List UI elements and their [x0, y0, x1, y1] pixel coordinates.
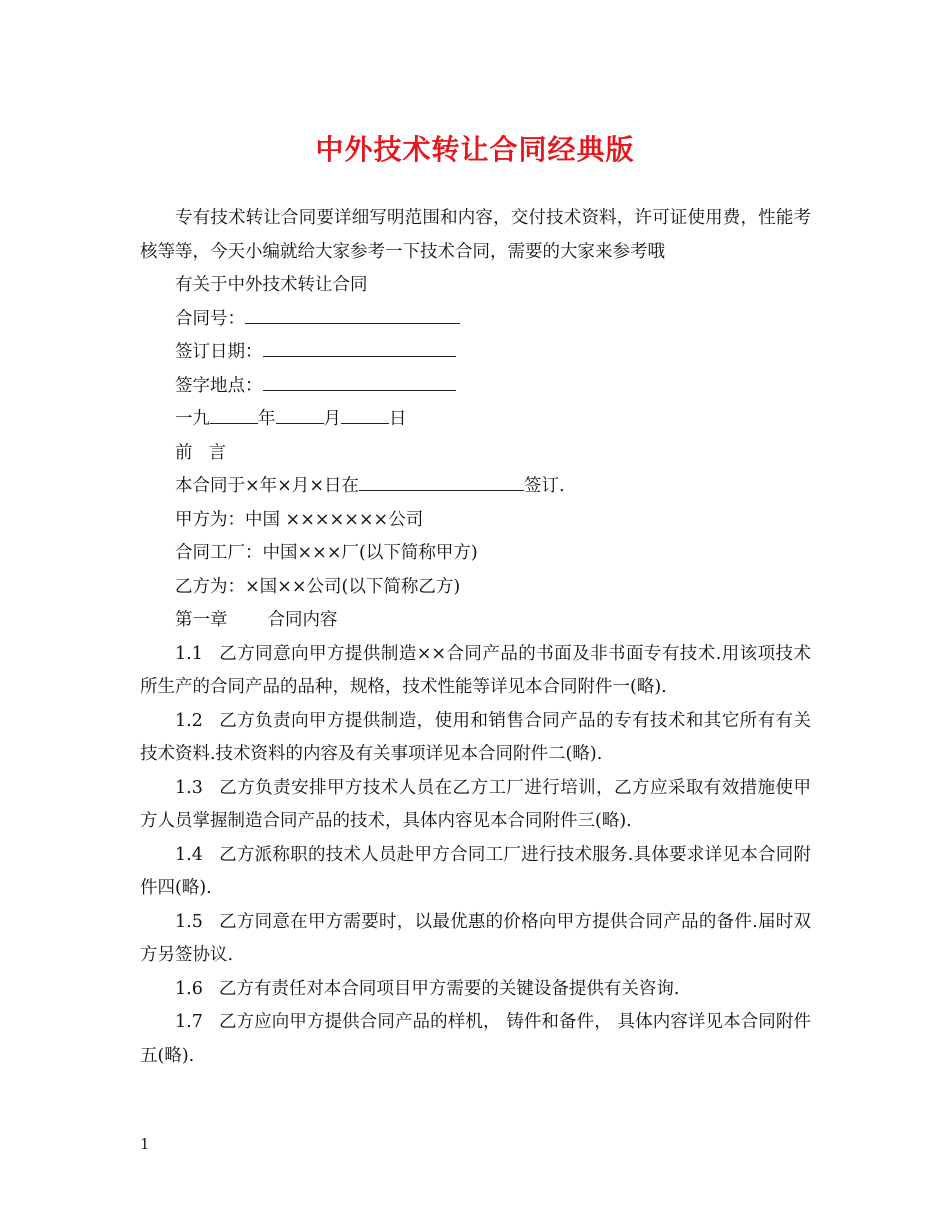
clause-text: 乙方有责任对本合同项目甲方需要的关键设备提供有关咨询.: [218, 978, 680, 999]
sign-date-label: 签订日期：: [175, 342, 263, 362]
year-blank: [210, 405, 258, 424]
date-prefix: 一九: [175, 409, 210, 429]
clause-text: 乙方派称职的技术人员赴甲方合同工厂进行技术服务.具体要求详见本合同附件四(略).: [140, 844, 811, 898]
chapter-number: 第一章: [175, 610, 228, 630]
signed-at-line: [140, 470, 811, 504]
clause-number: 1.6: [175, 978, 203, 999]
page-number: 1: [140, 1135, 150, 1153]
sign-place-blank: [263, 372, 456, 391]
factory-line: 合同工厂：中国×××厂(以下简称甲方): [175, 543, 478, 563]
clause-text: 乙方负责向甲方提供制造，使用和销售合同产品的专有技术和其它所有有关技术资料.技术资料的内容及有关事项详见本合同附件二(略).: [140, 710, 811, 764]
party-b-line: 乙方为：×国××公司(以下简称乙方): [175, 576, 461, 597]
clause-number: 1.1: [175, 643, 203, 664]
clause-number: 1.2: [175, 710, 203, 731]
day-blank: [341, 405, 389, 424]
chapter-heading: [140, 604, 811, 638]
intro-paragraph: 专有技术转让合同要详细写明范围和内容，交付技术资料，许可证使用费，性能考核等等，今天小编就给大家参考一下技术合同，需要的大家来参考哦: [140, 208, 811, 262]
signed-at-suffix: 签订.: [524, 476, 565, 496]
clause-1-2: [140, 705, 811, 772]
clause-1-3: [140, 772, 811, 839]
clause-text: 乙方同意在甲方需要时，以最优惠的价格向甲方提供合同产品的备件.届时双方另签协议.: [140, 911, 811, 965]
contract-number-blank: [245, 305, 460, 324]
clause-1-7: [140, 1006, 811, 1073]
clause-text: 乙方应向甲方提供合同产品的样机， 铸件和备件， 具体内容详见本合同附件五(略).: [140, 1012, 811, 1066]
sign-date-blank: [263, 338, 456, 357]
preface-heading: [140, 437, 811, 471]
preface-char-1: 前: [175, 442, 193, 463]
month-label: 月: [323, 409, 341, 429]
year-label: 年: [258, 409, 276, 429]
clause-number: 1.7: [175, 1012, 203, 1032]
clause-number: 1.5: [175, 911, 203, 932]
contract-number-label: 合同号：: [175, 308, 245, 329]
day-label: 日: [389, 409, 407, 429]
clause-number: 1.3: [175, 777, 203, 798]
date-line: [140, 403, 811, 437]
clause-1-1: [140, 638, 811, 705]
preface-char-2: 言: [208, 442, 226, 463]
contract-heading: 有关于中外技术转让合同: [175, 275, 368, 295]
document-title: 中外技术转让合同经典版: [315, 133, 635, 166]
sign-place-line: [140, 370, 811, 404]
party-a-line: 甲方为：中国 ×××××××公司: [175, 509, 424, 530]
sign-place-label: 签字地点：: [175, 375, 263, 396]
clause-1-5: [140, 906, 811, 973]
contract-number-line: [140, 303, 811, 337]
signed-at-prefix: 本合同于×年×月×日在: [175, 476, 359, 496]
document-body: [140, 202, 811, 1073]
signed-at-blank: [359, 472, 524, 491]
month-blank: [276, 405, 324, 424]
chapter-title: 合同内容: [267, 610, 338, 630]
clause-text: 乙方负责安排甲方技术人员在乙方工厂进行培训，乙方应采取有效措施使甲方人员掌握制造合同产品的技术，具体内容见本合同附件三(略).: [140, 777, 811, 831]
sign-date-line: [140, 336, 811, 370]
clause-text: 乙方同意向甲方提供制造××合同产品的书面及非书面专有技术.用该项技术所生产的合同产品的品种，规格，技术性能等详见本合同附件一(略).: [140, 643, 811, 697]
clause-1-4: [140, 839, 811, 906]
clause-number: 1.4: [175, 844, 203, 865]
clause-1-6: [140, 973, 811, 1007]
